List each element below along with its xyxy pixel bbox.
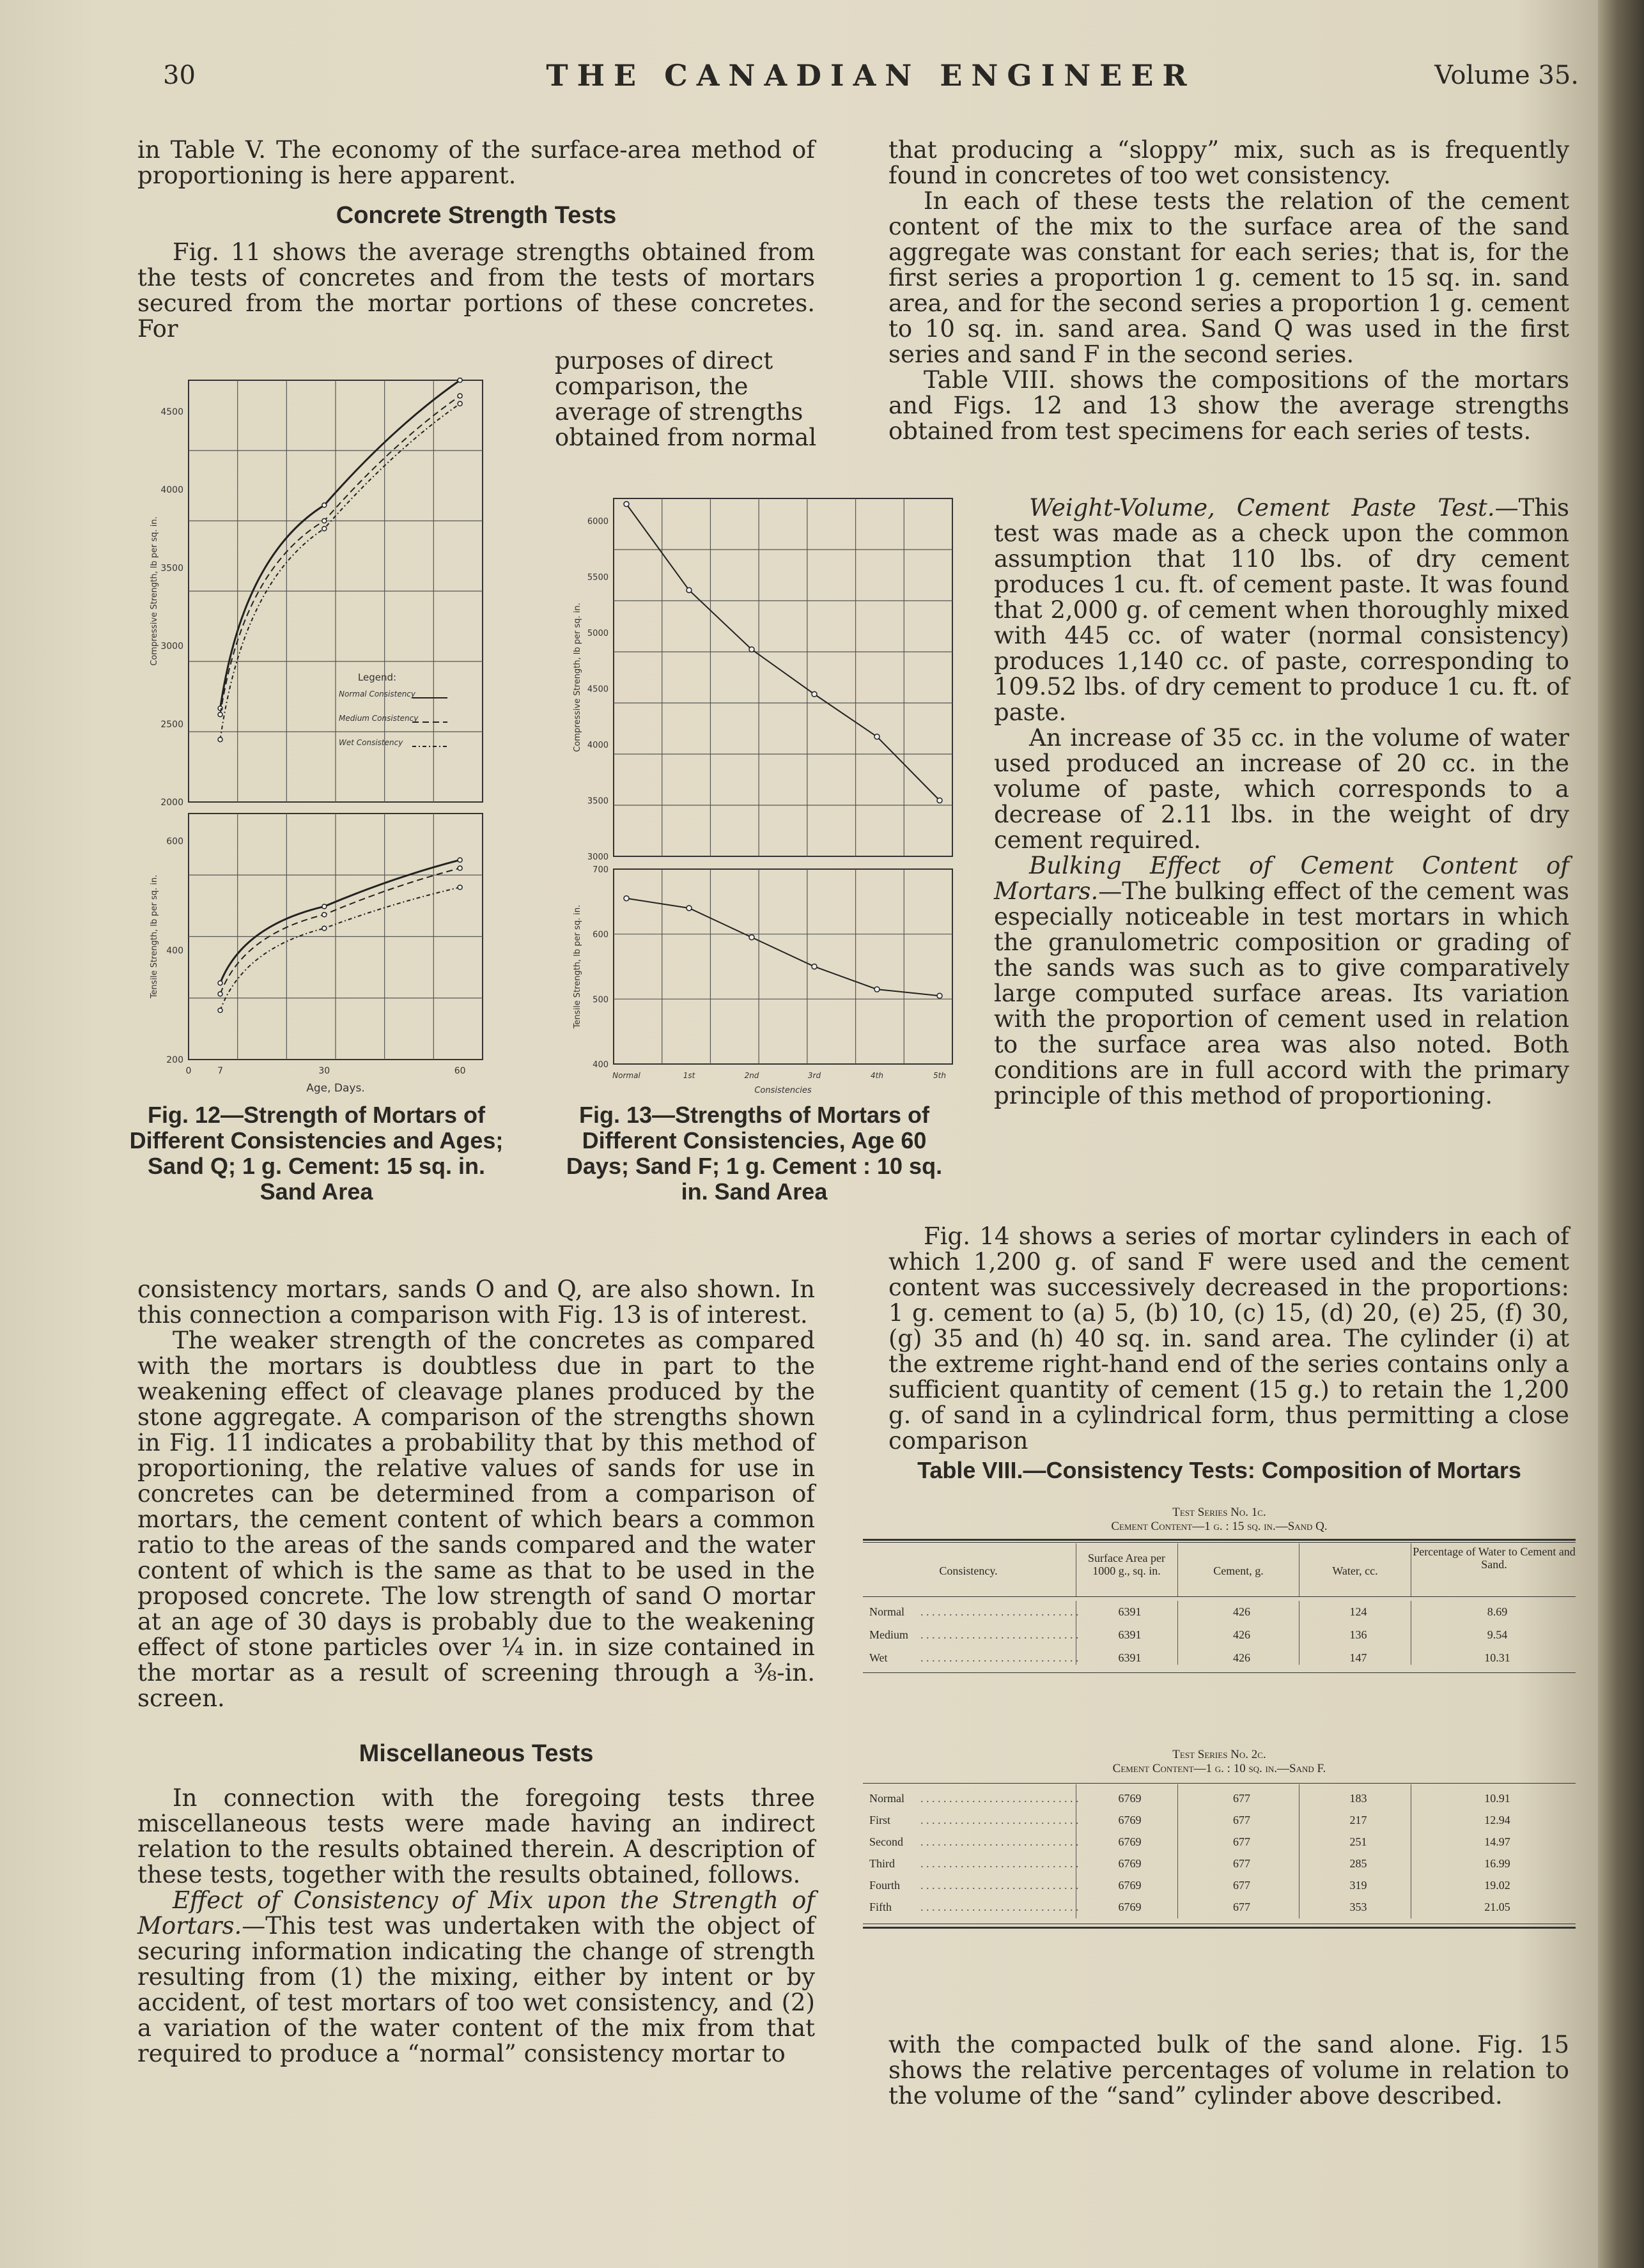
leader-dots: . . . . . . . . . . . . . . . . . . . . . . . . . . . . (920, 1628, 1079, 1641)
table-cell: Fourth (869, 1879, 901, 1892)
leader-dots: . . . . . . . . . . . . . . . . . . . . . . . . . . . . (920, 1879, 1079, 1892)
table-cell: 9.54 (1487, 1628, 1508, 1641)
x-tick-label: 0 (185, 1066, 192, 1076)
table-row (863, 1626, 1576, 1645)
paragraph: In connection with the foregoing tests three miscellaneous tests were made having an indirect relation to the results obtained therein. A description of these tests, together with the results obtained, follows. (137, 1784, 815, 1888)
data-point (218, 713, 222, 717)
y-tick-label: 4500 (160, 406, 183, 417)
data-point (322, 503, 327, 507)
table-cell: 6769 (1118, 1901, 1142, 1913)
legend-label: Wet Consistency (339, 738, 403, 747)
table-row (863, 1789, 1576, 1809)
y-axis-label: Compressive Strength, lb per sq. in. (573, 603, 582, 752)
table-cell: 8.69 (1487, 1605, 1508, 1618)
data-point (458, 885, 462, 890)
paragraph: An increase of 35 cc. in the volume of water used produced an increase of 20 cc. in the volume of paste, which corresponds to a decrease of 2.11 lbs. in the weight of dry cement required. (994, 724, 1569, 854)
table-cell: 10.31 (1484, 1651, 1510, 1664)
data-point (218, 992, 222, 996)
series-line (626, 899, 940, 996)
table-cell: 6769 (1118, 1835, 1142, 1848)
column-header: Percentage of Water to Cement and Sand. (1413, 1545, 1576, 1571)
x-tick-label: 2nd (744, 1071, 759, 1080)
table-cell: 217 (1349, 1814, 1367, 1826)
x-tick-label: 4th (871, 1071, 883, 1080)
data-point (749, 935, 754, 940)
table-cell: Medium (869, 1628, 908, 1641)
table-cell: 677 (1233, 1814, 1250, 1826)
series-line (221, 380, 460, 708)
data-point (686, 906, 692, 911)
table-cell: 285 (1349, 1857, 1367, 1870)
data-point (624, 896, 629, 901)
paragraph: with the compacted bulk of the sand alone. Fig. 15 shows the relative percentages of volume in relation to the volume of the “sand” cylinder above described. (888, 2031, 1569, 2110)
italic-run: Bulking Effect of Cement Content of Mortars. (994, 852, 1569, 905)
y-tick-label: 2500 (160, 719, 183, 730)
leader-dots: . . . . . . . . . . . . . . . . . . . . . . . . . . . . (920, 1792, 1079, 1805)
paragraph: in Table V. The economy of the surface-area method of proportioning is here apparent. (137, 136, 815, 189)
x-tick-label: 3rd (807, 1071, 821, 1080)
y-tick-label: 5500 (587, 573, 609, 583)
page-number: 30 (163, 61, 196, 90)
paragraph: that producing a “sloppy” mix, such as is frequently found in concretes of too wet consistency. (888, 136, 1569, 189)
table-cell: Wet (869, 1651, 888, 1664)
table-cell: 677 (1233, 1792, 1250, 1805)
data-point (458, 378, 462, 383)
data-point (458, 858, 462, 862)
x-axis-label: Consistencies (754, 1086, 812, 1095)
table-cell: Normal (869, 1605, 904, 1618)
paragraph: consistency mortars, sands O and Q, are also shown. In this connection a comparison with Fig. 13 is of interest. (137, 1276, 815, 1329)
y-tick-label: 3000 (587, 852, 609, 862)
series-1-title: Test Series No. 1c. (1172, 1506, 1266, 1519)
y-tick-label: 6000 (587, 517, 609, 527)
table-cell: 19.02 (1484, 1879, 1510, 1892)
paragraph: —This test was made as a check upon the common assumption that 110 lbs. of dry cement produces 1 cu. ft. of cement paste. It was found that 2,000 g. of cement when thoroughly mixed with 445 cc. of water (normal consistency) produces 1,140 cc. of paste, corresponding to 109.52 lbs. of dry cement to produce 1 cu. ft. of paste. (994, 494, 1569, 726)
data-point (458, 394, 462, 398)
table-row (863, 1855, 1576, 1874)
paragraph-wrap: purposes of direct comparison, the average of strengths obtained from normal (555, 347, 817, 451)
y-tick-label: 4500 (587, 684, 609, 695)
data-point (322, 527, 327, 531)
table-cell: Fifth (869, 1901, 892, 1913)
series-line (221, 868, 460, 994)
right-column-top (888, 137, 1569, 444)
table-cell: 251 (1349, 1835, 1367, 1848)
table-cell: 21.05 (1484, 1901, 1510, 1913)
table-rule (863, 1672, 1576, 1673)
table-cell: 6769 (1118, 1814, 1142, 1826)
table-row (863, 1833, 1576, 1852)
figure-12-chart (144, 374, 499, 1095)
table-cell: 183 (1349, 1792, 1367, 1805)
figure-13-caption: Fig. 13—Strengths of Mortars of Different Consistencies, Age 60 Days; Sand F; 1 g. Cement : 10 sq. in. Sand Area (566, 1102, 943, 1205)
table-cell: 136 (1349, 1628, 1367, 1641)
series-line (626, 504, 940, 801)
y-tick-label: 3500 (160, 563, 183, 574)
table-cell: 6391 (1118, 1628, 1142, 1641)
table-cell: 6391 (1118, 1605, 1142, 1618)
data-point (218, 737, 222, 742)
table-cell: 677 (1233, 1857, 1250, 1870)
leader-dots: . . . . . . . . . . . . . . . . . . . . . . . . . . . . (920, 1605, 1079, 1618)
table-cell: 6769 (1118, 1857, 1142, 1870)
journal-title: THE CANADIAN ENGINEER (546, 58, 1196, 93)
data-point (458, 401, 462, 406)
paragraph: Fig. 11 shows the average strengths obtained from the tests of concretes and from the tests of mortars secured from the mortar portions of these concretes. For (137, 238, 815, 343)
table-rule (863, 1539, 1576, 1541)
data-point (937, 993, 942, 998)
table-row (863, 1603, 1576, 1622)
y-tick-label: 5000 (587, 629, 609, 638)
data-point (624, 502, 629, 507)
table-cell: Third (869, 1857, 895, 1870)
series-line (221, 396, 460, 714)
data-point (322, 904, 327, 909)
y-tick-label: 600 (166, 836, 183, 847)
table-row (863, 1898, 1576, 1917)
left-column-top (137, 137, 815, 342)
table-rule (863, 1927, 1576, 1929)
x-tick-label: 5th (933, 1071, 946, 1080)
y-tick-label: 3000 (160, 641, 183, 652)
paragraph: The weaker strength of the concretes as compared with the mortars is doubtless due in part to the weakening effect of cleavage planes produced by the stone aggregate. A comparison of the strengths shown in Fig. 11 indicates a probability that by this method of proportioning, the relative values of sands for use in concretes can be determined from a comparison of mortars, the cement content of which bears a common ratio to the areas of the sands compared and the water content of which is the same as that to be used in the proposed concrete. The low strength of sand O mortar at an age of 30 days is probably due to the weakening effect of stone particles over ¼ in. in size contained in the mortar as a result of screening through a ⅜-in. screen. (137, 1327, 815, 1712)
y-tick-label: 500 (593, 995, 609, 1005)
table-row (863, 1811, 1576, 1830)
legend-label: Medium Consistency (339, 714, 419, 723)
y-tick-label: 4000 (160, 485, 183, 496)
table-cell: 6391 (1118, 1651, 1142, 1664)
table-cell: 10.91 (1484, 1792, 1510, 1805)
data-point (218, 1008, 222, 1013)
table-cell: 6769 (1118, 1792, 1142, 1805)
series-line (221, 888, 460, 1011)
y-axis-label: Tensile Strength, lb per sq. in. (150, 874, 159, 999)
figure-12 (144, 374, 499, 1095)
y-axis-label: Tensile Strength, lb per sq. in. (573, 904, 582, 1029)
table-cell: 426 (1233, 1605, 1250, 1618)
italic-run: Effect of Consistency of Mix upon the Strength of Mortars. (137, 1886, 815, 1940)
table-viii (860, 1457, 1579, 1994)
table-cell: 677 (1233, 1835, 1250, 1848)
column-header: Water, cc. (1332, 1564, 1378, 1577)
table-cell: 677 (1233, 1879, 1250, 1892)
table-cell: 12.94 (1484, 1814, 1510, 1826)
table-title: Table VIII.—Consistency Tests: Composition of Mortars (917, 1457, 1521, 1483)
leader-dots: . . . . . . . . . . . . . . . . . . . . . . . . . . . . (920, 1651, 1079, 1664)
data-point (218, 981, 222, 985)
leader-dots: . . . . . . . . . . . . . . . . . . . . . . . . . . . . (920, 1857, 1079, 1870)
y-axis-label: Compressive Strength, lb per sq. in. (150, 516, 159, 666)
table-rule (863, 1542, 1576, 1543)
left-column-bottom (137, 1277, 815, 2067)
section-heading: Concrete Strength Tests (336, 202, 617, 229)
table-cell: 677 (1233, 1901, 1250, 1913)
paragraph: Fig. 14 shows a series of mortar cylinders in each of which 1,200 g. of sand F were used and the cement content was successively decreased in the proportions: 1 g. cement to (a) 5, (b) 10, (c) 15, (d) 20, (e) 25, (f) 30, (g) 35 and (h) 40 sq. in. sand area. The cylinder (i) at the extreme right-hand end of the series contains only a sufficient quantity of cement (15 g.) to retain the 1,200 g. of sand in a cylindrical form, thus permitting a close comparison (888, 1223, 1569, 1454)
right-column-narrow (994, 495, 1569, 1109)
figure-13-chart (566, 489, 981, 1096)
data-point (874, 987, 880, 992)
data-point (322, 913, 327, 917)
paragraph: Table VIII. shows the compositions of the mortars and Figs. 12 and 13 show the average strengths obtained from test specimens for each series of tests. (888, 366, 1569, 445)
column-header: Surface Area per 1000 g., sq. in. (1088, 1552, 1165, 1577)
figure-13 (566, 489, 981, 1096)
table-cell: 6769 (1118, 1879, 1142, 1892)
y-tick-label: 2000 (160, 798, 183, 808)
right-column-bottom (888, 2032, 1569, 2109)
series-1-subtitle: Cement Content—1 g. : 15 sq. in.—Sand Q. (1111, 1520, 1328, 1533)
table-rule (863, 1783, 1576, 1784)
series-2-subtitle: Cement Content—1 g. : 10 sq. in.—Sand F. (1112, 1762, 1326, 1775)
data-point (937, 798, 942, 803)
data-point (874, 734, 880, 739)
data-point (322, 926, 327, 930)
running-header (163, 58, 1579, 99)
plot-frame (614, 869, 952, 1064)
table-cell: Normal (869, 1792, 904, 1805)
y-tick-label: 400 (593, 1060, 609, 1070)
table-cell: Second (869, 1835, 903, 1848)
table-row (863, 1876, 1576, 1895)
y-tick-label: 200 (166, 1055, 183, 1065)
table-row (863, 1649, 1576, 1668)
table-cell: 426 (1233, 1651, 1250, 1664)
table-cell: 124 (1349, 1605, 1367, 1618)
data-point (686, 588, 692, 593)
leader-dots: . . . . . . . . . . . . . . . . . . . . . . . . . . . . (920, 1814, 1079, 1826)
legend-label: Normal Consistency (339, 690, 415, 698)
x-tick-label: 30 (318, 1066, 330, 1076)
paragraph: —The bulking effect of the cement was especially noticeable in test mortars in which the granulometric composition or grading of the sands was such as to give comparatively large computed surface areas. Its variation with the proportion of cement used in relation to the surface area was also noted. Both conditions are in full accord with the primary principle of this method of proportioning. (994, 877, 1569, 1109)
leader-dots: . . . . . . . . . . . . . . . . . . . . . . . . . . . . (920, 1835, 1079, 1848)
x-tick-label: 1st (683, 1071, 695, 1080)
table-cell: 426 (1233, 1628, 1250, 1641)
series-2-title: Test Series No. 2c. (1172, 1748, 1266, 1761)
data-point (458, 866, 462, 870)
volume-label: Volume 35. (1434, 61, 1579, 90)
page-edge (1598, 0, 1644, 2268)
y-tick-label: 600 (593, 930, 609, 940)
paragraph: In each of these tests the relation of the cement content of the mix to the surface area of the sand aggregate was constant for each series; that is, for the first series a proportion 1 g. cement to 15 sq. in. sand area, and for the second series a proportion 1 g. cement to 10 sq. in. sand area. Sand Q was used in the first series and sand F in the second series. (888, 187, 1569, 368)
data-point (812, 964, 817, 969)
y-tick-label: 4000 (587, 741, 609, 750)
x-tick-label: Normal (612, 1071, 640, 1080)
x-tick-label: 7 (217, 1066, 223, 1076)
legend-title: Legend: (357, 672, 397, 683)
x-axis-label: Age, Days. (306, 1082, 365, 1095)
table-cell: 14.97 (1484, 1835, 1510, 1848)
table-cell: 147 (1349, 1651, 1367, 1664)
series-line (221, 860, 460, 984)
plot-frame (614, 498, 952, 856)
x-tick-label: 60 (454, 1066, 466, 1076)
table-cell: 353 (1349, 1901, 1367, 1913)
y-tick-label: 700 (593, 865, 609, 875)
column-header: Cement, g. (1213, 1564, 1264, 1577)
table-cell: 16.99 (1484, 1857, 1510, 1870)
data-point (749, 647, 754, 652)
section-heading: Miscellaneous Tests (359, 1740, 594, 1767)
right-column-mid (888, 1223, 1569, 1454)
italic-run: Weight-Volume, Cement Paste Test. (1029, 494, 1495, 521)
data-point (812, 691, 817, 697)
table-cell: First (869, 1814, 891, 1826)
table-cell: 319 (1349, 1879, 1367, 1892)
figure-12-caption: Fig. 12—Strength of Mortars of Different Consistencies and Ages; Sand Q; 1 g. Cement: 15 sq. in. Sand Area (129, 1102, 504, 1205)
paragraph: —This test was undertaken with the object of securing information indicating the change of strength resulting from (1) the mixing, either by intent or by accident, of test mortars of too wet consistency, and (2) a variation of the water content of the mix from that required to produce a “normal” consistency mortar to (137, 1912, 815, 2067)
y-tick-label: 400 (166, 945, 183, 956)
y-tick-label: 3500 (587, 796, 609, 806)
data-point (322, 519, 327, 523)
table-rule (863, 1596, 1576, 1597)
leader-dots: . . . . . . . . . . . . . . . . . . . . . . . . . . . . (920, 1901, 1079, 1913)
column-header: Consistency. (939, 1564, 998, 1577)
